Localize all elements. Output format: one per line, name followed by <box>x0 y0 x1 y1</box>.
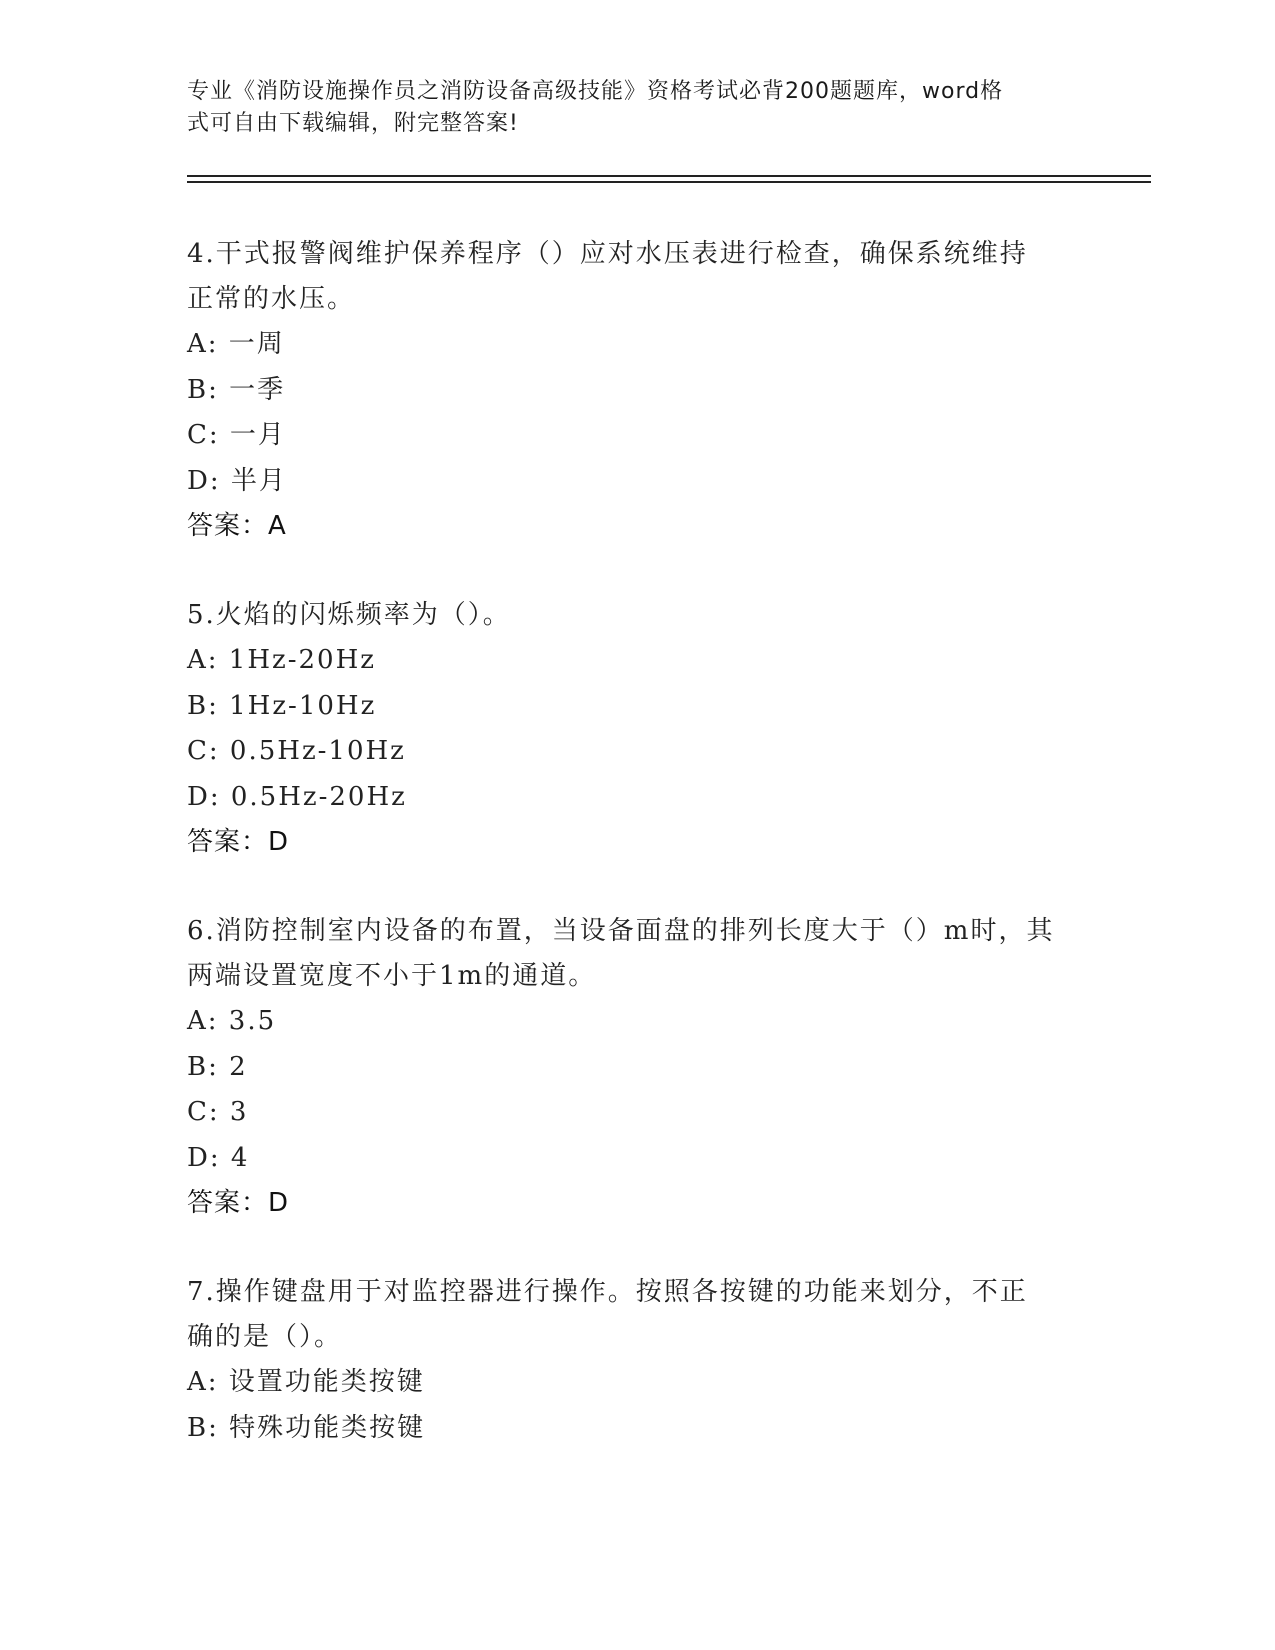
header-divider-bottom <box>187 181 1151 183</box>
question-7 <box>187 1270 1087 1451</box>
option-b: B: 特殊功能类按键 <box>187 1412 426 1443</box>
question-5 <box>187 593 1087 865</box>
header-line-1: 专业《消防设施操作员之消防设备高级技能》资格考试必背200题题库，word格 <box>187 79 1004 104</box>
header-divider-top <box>187 175 1151 177</box>
question-stem-line-1: 5.火焰的闪烁频率为（）。 <box>187 600 511 630</box>
answer: 答案：D <box>187 1188 290 1218</box>
answer: 答案：D <box>187 827 290 857</box>
document-header <box>187 76 1067 140</box>
question-4 <box>187 232 1087 549</box>
answer: 答案：A <box>187 511 287 541</box>
header-line-2: 式可自由下载编辑，附完整答案! <box>187 111 519 136</box>
option-c: C: 0.5Hz-10Hz <box>187 736 406 766</box>
question-stem-line-1: 6.消防控制室内设备的布置，当设备面盘的排列长度大于（）m时，其 <box>187 916 1055 946</box>
question-stem-line-2: 两端设置宽度不小于1m的通道。 <box>187 961 597 991</box>
option-b: B: 一季 <box>187 374 286 405</box>
question-stem-line-2: 确的是（）。 <box>187 1322 343 1352</box>
option-d: D: 0.5Hz-20Hz <box>187 781 407 812</box>
option-c: C: 一月 <box>187 420 286 450</box>
question-6 <box>187 909 1087 1226</box>
question-list <box>187 232 1087 1495</box>
option-c: C: 3 <box>187 1097 249 1127</box>
option-b: B: 1Hz-10Hz <box>187 690 377 721</box>
option-a: A: 3.5 <box>187 1006 277 1036</box>
question-stem-line-1: 4.干式报警阀维护保养程序（）应对水压表进行检查，确保系统维持 <box>187 239 1028 269</box>
option-d: D: 半月 <box>187 465 287 496</box>
option-a: A: 设置功能类按键 <box>187 1367 425 1397</box>
question-stem-line-2: 正常的水压。 <box>187 284 356 314</box>
option-a: A: 一周 <box>187 329 285 359</box>
option-b: B: 2 <box>187 1051 248 1082</box>
option-a: A: 1Hz-20Hz <box>187 645 376 675</box>
question-stem-line-1: 7.操作键盘用于对监控器进行操作。按照各按键的功能来划分，不正 <box>187 1277 1028 1307</box>
option-d: D: 4 <box>187 1142 250 1173</box>
